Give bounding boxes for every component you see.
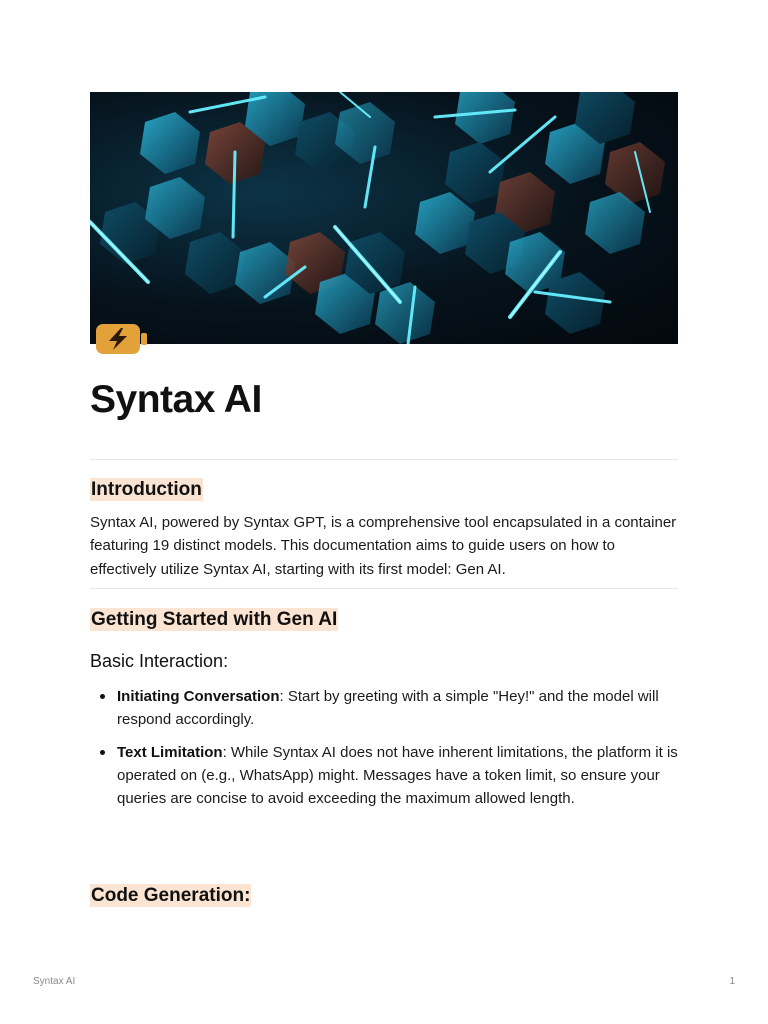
section-heading-introduction (90, 479, 203, 501)
list-item-term: Text Limitation (117, 743, 223, 761)
cover-image (90, 92, 678, 344)
battery-charging-icon (95, 323, 149, 355)
divider (90, 459, 678, 460)
footer-document-title: Syntax AI (33, 976, 76, 987)
list-item (90, 741, 682, 811)
heading-highlight: Code Generation: (91, 885, 251, 906)
list-item-text: : Start by greeting with a simple "Hey!" and the model will respond accordingly. (117, 688, 659, 729)
bullet-icon (100, 750, 105, 755)
subheading-basic-interaction: Basic Interaction: (90, 651, 229, 671)
list-item-term: Initiating Conversation (117, 688, 280, 705)
section-heading-getting-started (90, 609, 338, 631)
basic-interaction-list (90, 685, 682, 819)
bullet-icon (100, 694, 105, 699)
section-heading-code-generation (90, 885, 251, 907)
page-title: Syntax AI (90, 378, 262, 421)
list-item (90, 685, 682, 732)
heading-highlight: Getting Started with Gen AI (91, 609, 338, 630)
introduction-paragraph: Syntax AI, powered by Syntax GPT, is a comprehensive tool encapsulated in a container featuring 19 distinct models. This documentation aims to guide users on how to effectively utilize Syntax AI, starting with its first model: Gen AI. (90, 514, 677, 578)
footer-page-number: 1 (729, 976, 735, 987)
divider (90, 588, 678, 589)
heading-highlight: Introduction (91, 479, 202, 500)
list-item-text: : While Syntax AI does not have inherent limitations, the platform it is operated on (e.g., WhatsApp) might. Messages have a token limit, so ensure your queries are concise to avoid exceeding the maximum allowed length. (117, 743, 678, 808)
